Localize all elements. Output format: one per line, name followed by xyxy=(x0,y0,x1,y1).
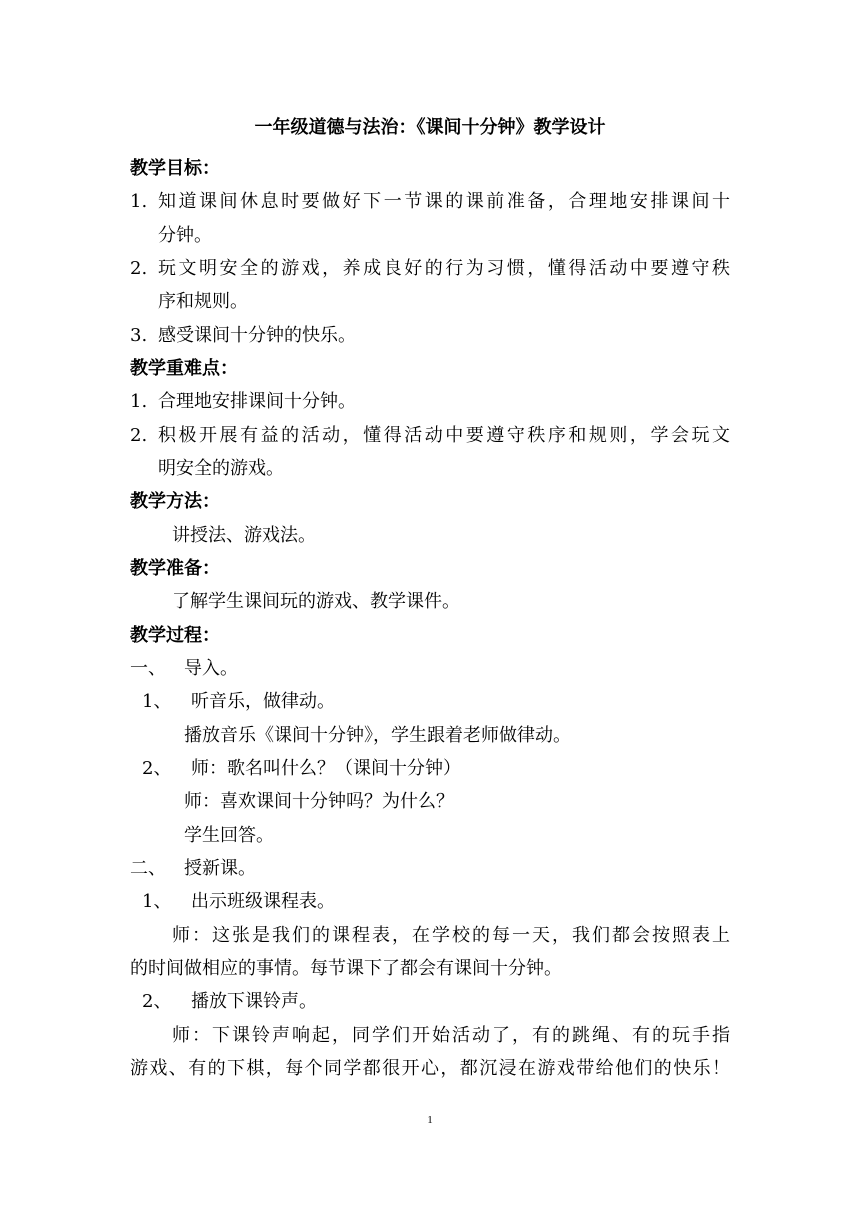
part-2-step-2-line2: 游戏、有的下棋，每个同学都很开心，都沉浸在游戏带给他们的快乐！ xyxy=(130,1058,730,1079)
key-point-1-number: 1. xyxy=(130,391,148,412)
preparation-heading: 教学准备： xyxy=(130,558,220,579)
document-title: 一年级道德与法治：《课间十分钟》教学设计 xyxy=(254,117,606,138)
key-points-heading: 教学重难点： xyxy=(130,358,238,379)
part-1-step-2-number: 2、 xyxy=(142,758,172,779)
key-point-2-line2: 明安全的游戏。 xyxy=(158,458,284,479)
part-1-step-2-text2: 学生回答。 xyxy=(184,825,274,846)
objective-2-line2: 序和规则。 xyxy=(158,291,248,312)
page-number: 1 xyxy=(427,1114,433,1126)
objective-3-number: 3. xyxy=(130,325,148,346)
key-point-1-line1: 合理地安排课间十分钟。 xyxy=(158,391,356,412)
part-2-step-1-number: 1、 xyxy=(142,891,172,912)
process-heading: 教学过程： xyxy=(130,625,220,646)
part-1-step-1-number: 1、 xyxy=(142,691,172,712)
part-2-step-1-label: 出示班级课程表。 xyxy=(191,891,335,912)
objective-2-number: 2. xyxy=(130,258,148,279)
objective-1-line2: 分钟。 xyxy=(158,225,212,246)
objective-1-number: 1. xyxy=(130,191,148,212)
part-2-label: 授新课。 xyxy=(184,858,256,879)
part-1-step-1-label: 听音乐，做律动。 xyxy=(191,691,335,712)
part-2-number: 二、 xyxy=(130,858,166,879)
key-point-2-number: 2. xyxy=(130,425,148,446)
part-2-step-2-line1: 师：下课铃声响起，同学们开始活动了，有的跳绳、有的玩手指 xyxy=(172,1025,730,1046)
part-2-step-1-line2: 的时间做相应的事情。每节课下了都会有课间十分钟。 xyxy=(130,958,562,979)
part-1-step-2-text1: 师：喜欢课间十分钟吗？为什么？ xyxy=(184,791,454,812)
methods-text: 讲授法、游戏法。 xyxy=(172,525,316,546)
objective-3-line1: 感受课间十分钟的快乐。 xyxy=(158,325,356,346)
part-1-step-2-label: 师：歌名叫什么？（课间十分钟） xyxy=(191,758,461,779)
objective-2-line1: 玩文明安全的游戏，养成良好的行为习惯，懂得活动中要遵守秩 xyxy=(158,258,730,279)
part-1-step-1-text: 播放音乐《课间十分钟》，学生跟着老师做律动。 xyxy=(184,725,571,746)
part-2-step-2-number: 2、 xyxy=(142,991,172,1012)
part-1-number: 一、 xyxy=(130,658,166,679)
part-2-step-2-label: 播放下课铃声。 xyxy=(191,991,317,1012)
preparation-text: 了解学生课间玩的游戏、教学课件。 xyxy=(172,591,460,612)
objectives-heading: 教学目标： xyxy=(130,158,220,179)
part-2-step-1-line1: 师：这张是我们的课程表，在学校的每一天，我们都会按照表上 xyxy=(172,925,730,946)
objective-1-line1: 知道课间休息时要做好下一节课的课前准备，合理地安排课间十 xyxy=(158,191,730,212)
part-1-label: 导入。 xyxy=(184,658,238,679)
key-point-2-line1: 积极开展有益的活动，懂得活动中要遵守秩序和规则，学会玩文 xyxy=(158,425,730,446)
methods-heading: 教学方法： xyxy=(130,491,220,512)
